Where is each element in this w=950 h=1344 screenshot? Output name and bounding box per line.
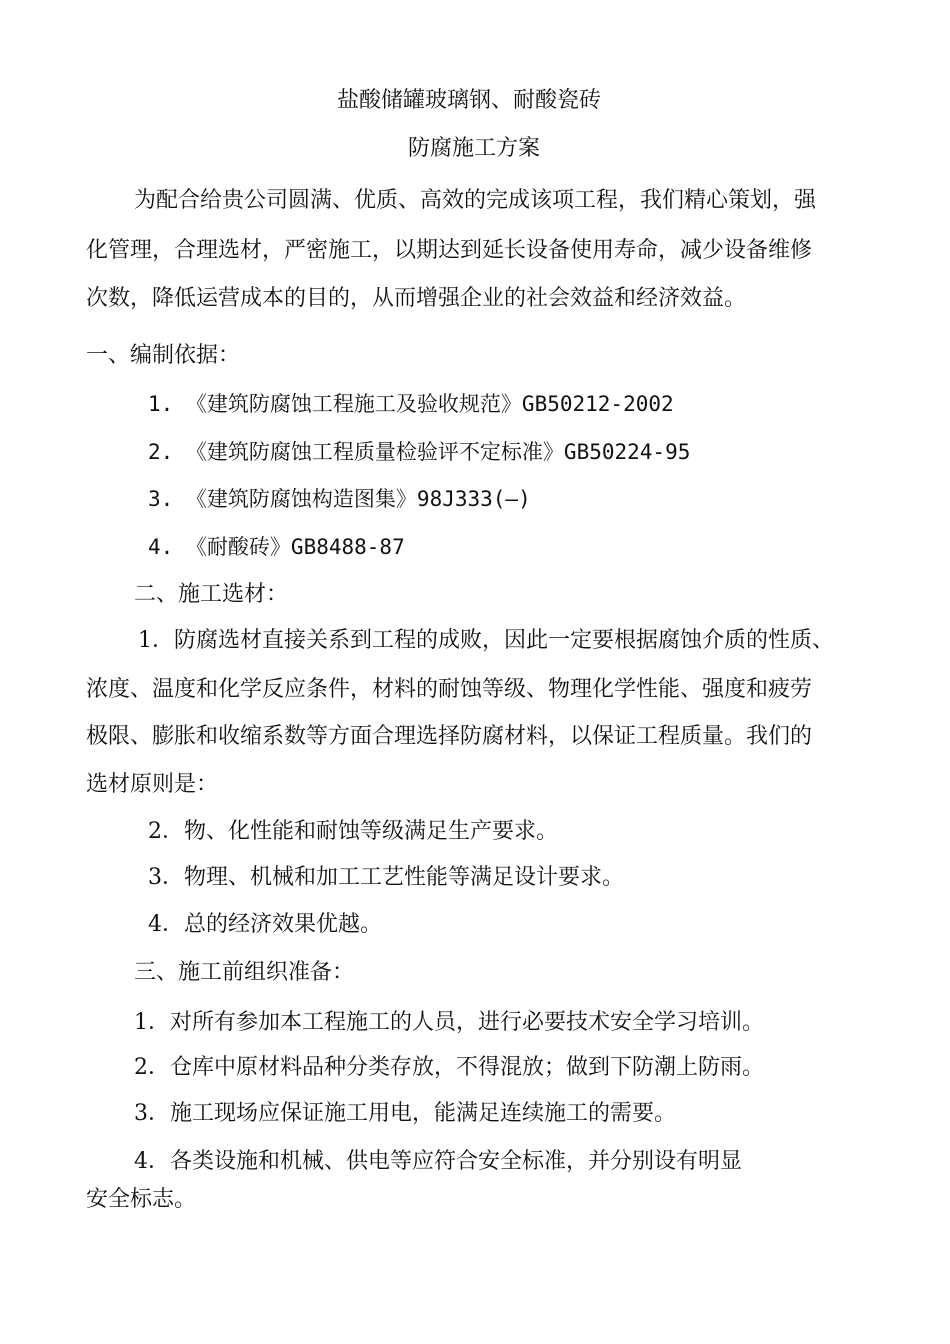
- list-item: 4．总的经济效果优越。: [148, 912, 382, 937]
- list-item: 2．物、化性能和耐蚀等级满足生产要求。: [148, 819, 558, 844]
- section2-para-line1: 1．防腐选材直接关系到工程的成败，因此一定要根据腐蚀介质的性质、: [138, 628, 834, 653]
- section1-heading: 一、编制依据：: [86, 343, 241, 368]
- reference-item: 1. 《建筑防腐蚀工程施工及验收规范》GB50212-2002: [148, 392, 674, 416]
- section3-heading: 三、施工前组织准备：: [134, 960, 355, 985]
- list-item-continuation: 安全标志。: [86, 1187, 197, 1212]
- list-item: 1．对所有参加本工程施工的人员，进行必要技术安全学习培训。: [134, 1010, 764, 1035]
- document-title-line2: 防腐施工方案: [408, 136, 541, 161]
- intro-line3: 次数，降低运营成本的目的，从而增强企业的社会效益和经济效益。: [86, 286, 747, 311]
- list-item: 4．各类设施和机械、供电等应符合安全标准，并分别设有明显: [134, 1149, 742, 1174]
- section2-para-line3: 极限、膨胀和收缩系数等方面合理选择防腐材料，以保证工程质量。我们的: [86, 724, 813, 749]
- section2-para-line2: 浓度、温度和化学反应条件，材料的耐蚀等级、物理化学性能、强度和疲劳: [86, 677, 813, 702]
- list-item: 2．仓库中原材料品种分类存放，不得混放；做到下防潮上防雨。: [134, 1055, 764, 1080]
- intro-line1: 为配合给贵公司圆满、优质、高效的完成该项工程，我们精心策划，强: [134, 188, 817, 213]
- intro-line2: 化管理，合理选材，严密施工，以期达到延长设备使用寿命，减少设备维修: [86, 238, 813, 263]
- document-title-line1: 盐酸储罐玻璃钢、耐酸瓷砖: [337, 88, 602, 113]
- reference-item: 2. 《建筑防腐蚀工程质量检验评不定标准》GB50224-95: [148, 440, 691, 464]
- reference-item: 3. 《建筑防腐蚀构造图集》98J333(—): [148, 487, 531, 511]
- section2-para-line4: 选材原则是：: [86, 772, 219, 797]
- list-item: 3．物理、机械和加工工艺性能等满足设计要求。: [148, 865, 624, 890]
- section2-heading: 二、施工选材：: [134, 582, 289, 607]
- reference-item: 4. 《耐酸砖》GB8488-87: [148, 535, 405, 559]
- list-item: 3．施工现场应保证施工用电，能满足连续施工的需要。: [134, 1101, 676, 1126]
